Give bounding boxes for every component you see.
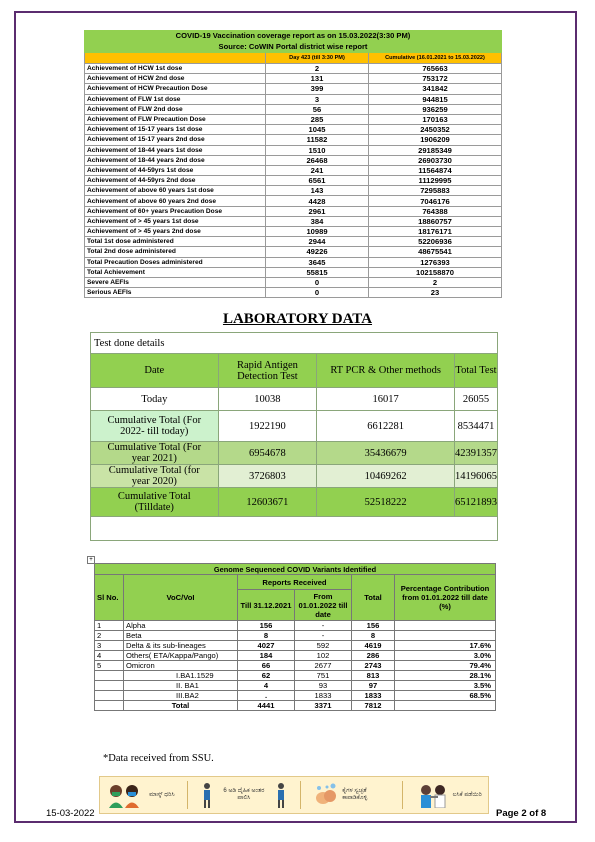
lab-rat-value: 6954678 <box>218 442 317 465</box>
vaccination-day-value: 1045 <box>266 125 369 135</box>
vaccination-cumulative-value: 944815 <box>369 94 502 104</box>
genome-pct-value <box>395 621 496 631</box>
vaccination-row <box>85 216 502 226</box>
vaccination-row <box>85 227 502 237</box>
genome-row <box>95 681 496 691</box>
lab-title: LABORATORY DATA <box>222 311 373 327</box>
lab-caption: Test done details <box>91 333 498 354</box>
vaccination-label: Achievement of FLW 2nd dose <box>85 104 266 114</box>
vaccination-cumulative-value: 2 <box>369 277 502 287</box>
vaccination-day-value: 56 <box>266 104 369 114</box>
vaccination-title: COVID-19 Vaccination coverage report as on 15.03.2022(3:30 PM) <box>85 31 502 42</box>
person-icon <box>274 782 288 808</box>
lab-empty-row <box>91 517 498 541</box>
genome-pct-value: 68.5% <box>395 691 496 701</box>
vaccination-cumulative-value: 23 <box>369 288 502 298</box>
vaccination-cumulative-value: 341842 <box>369 84 502 94</box>
vaccination-day-value: 4428 <box>266 196 369 206</box>
genome-table <box>94 563 496 711</box>
vaccination-cumulative-value: 18176171 <box>369 227 502 237</box>
banner-text-distance: 6 ಅಡಿ ದೈಹಿಕ ಅಂತರ ಪಾಲಿಸಿ <box>223 788 265 801</box>
genome-variant: Beta <box>124 631 238 641</box>
vaccination-label: Achievement of above 60 years 2nd dose <box>85 196 266 206</box>
vaccination-label: Severe AEFIs <box>85 277 266 287</box>
genome-from-value: 93 <box>295 681 352 691</box>
genome-variant: Delta & its sub-lineages <box>124 641 238 651</box>
genome-total-value: 286 <box>352 651 395 661</box>
vaccination-label: Achievement of 60+ years Precaution Dose <box>85 206 266 216</box>
banner-text-handwash: ಕೈಗಳ ಸ್ವಚ್ಛತೆ ಕಾಪಾಡಿಕೊಳ್ಳಿ <box>342 788 368 801</box>
genome-sl <box>95 691 124 701</box>
vaccination-day-value: 6561 <box>266 176 369 186</box>
banner-distance <box>200 782 288 808</box>
vaccination-label: Total 1st dose administered <box>85 237 266 247</box>
genome-till-value: 156 <box>238 621 295 631</box>
genome-pct-value: 17.6% <box>395 641 496 651</box>
genome-pct-value: 28.1% <box>395 671 496 681</box>
lab-header-total: Total Test <box>455 354 498 388</box>
vaccination-cumulative-value: 1276393 <box>369 257 502 267</box>
lab-rtpcr-value: 16017 <box>317 388 455 411</box>
vaccination-day-value: 2 <box>266 64 369 74</box>
expand-icon[interactable]: + <box>87 556 95 564</box>
vaccination-day-value: 399 <box>266 84 369 94</box>
lab-total-value: 8534471 <box>455 411 498 442</box>
header-blank <box>85 53 266 64</box>
vaccination-cumulative-value: 18860757 <box>369 216 502 226</box>
vaccination-row <box>85 64 502 74</box>
vaccination-row <box>85 267 502 277</box>
vaccination-cumulative-value: 2450352 <box>369 125 502 135</box>
vaccination-label: Achievement of 18-44 years 2nd dose <box>85 155 266 165</box>
vaccination-row <box>85 186 502 196</box>
lab-header-rat: Rapid Antigen Detection Test <box>218 354 317 388</box>
lab-row <box>91 411 498 442</box>
lab-total-value: 26055 <box>455 388 498 411</box>
genome-from-value: 1833 <box>295 691 352 701</box>
genome-row <box>95 641 496 651</box>
vaccination-cumulative-value: 26903730 <box>369 155 502 165</box>
vaccination-row <box>85 277 502 287</box>
lab-row <box>91 442 498 465</box>
vaccination-day-value: 2944 <box>266 237 369 247</box>
vaccination-label: Serious AEFIs <box>85 288 266 298</box>
genome-header-pct: Percentage Contribution from 01.01.2022 till date (%) <box>395 575 496 621</box>
lab-rtpcr-value: 52518222 <box>317 488 455 517</box>
genome-variant: Omicron <box>124 661 238 671</box>
genome-from-value: - <box>295 631 352 641</box>
lab-total-value: 42391357 <box>455 442 498 465</box>
genome-total-all: 7812 <box>352 701 395 711</box>
banner-mask <box>106 782 174 808</box>
lab-rtpcr-value: 35436679 <box>317 442 455 465</box>
genome-row <box>95 621 496 631</box>
genome-title: Genome Sequenced COVID Variants Identified <box>95 564 496 575</box>
genome-header-from: From 01.01.2022 till date <box>295 590 352 621</box>
genome-row <box>95 661 496 671</box>
genome-till-value: 184 <box>238 651 295 661</box>
vaccination-cumulative-value: 1906209 <box>369 135 502 145</box>
vaccination-cumulative-value: 764388 <box>369 206 502 216</box>
vaccination-row <box>85 74 502 84</box>
genome-total-row <box>95 701 496 711</box>
safety-banner <box>99 776 489 814</box>
genome-row <box>95 631 496 641</box>
vaccination-cumulative-value: 170163 <box>369 114 502 124</box>
genome-sl: 2 <box>95 631 124 641</box>
genome-sl: 3 <box>95 641 124 651</box>
lab-rtpcr-value: 6612281 <box>317 411 455 442</box>
banner-text-mask: ಮಾಸ್ಕ್ ಧರಿಸಿ <box>149 791 175 798</box>
genome-header-till: Till 31.12.2021 <box>238 590 295 621</box>
lab-row <box>91 488 498 517</box>
vaccination-row <box>85 257 502 267</box>
vaccination-cumulative-value: 7295883 <box>369 186 502 196</box>
vaccination-row <box>85 196 502 206</box>
vaccination-day-value: 2961 <box>266 206 369 216</box>
lab-row <box>91 465 498 488</box>
genome-from-value: 102 <box>295 651 352 661</box>
lab-date: Cumulative Total (for year 2020) <box>91 465 219 488</box>
lab-date: Today <box>91 388 219 411</box>
genome-variant: Others( ETA/Kappa/Pango) <box>124 651 238 661</box>
vaccination-label: Total Precaution Doses administered <box>85 257 266 267</box>
vaccination-table <box>84 30 502 298</box>
vaccination-label: Achievement of > 45 years 2nd dose <box>85 227 266 237</box>
vaccination-row <box>85 94 502 104</box>
genome-from-value: 2677 <box>295 661 352 671</box>
genome-total-label: Total <box>124 701 238 711</box>
banner-text-vaccine: ಲಸಿಕೆ ಪಡೆಯಿರಿ <box>452 791 482 798</box>
vaccination-row <box>85 125 502 135</box>
genome-total-value: 156 <box>352 621 395 631</box>
vaccination-cumulative-value: 11564874 <box>369 165 502 175</box>
lab-header-rtpcr: RT PCR & Other methods <box>317 354 455 388</box>
vaccination-label: Achievement of 15-17 years 2nd dose <box>85 135 266 145</box>
vaccination-label: Total Achievement <box>85 267 266 277</box>
footer-page-number: Page 2 of 8 <box>496 808 547 819</box>
genome-row <box>95 671 496 681</box>
vaccination-day-value: 131 <box>266 74 369 84</box>
vaccination-source: Source: CoWIN Portal district wise report <box>85 42 502 53</box>
vaccination-row <box>85 176 502 186</box>
vaccination-cumulative-value: 753172 <box>369 74 502 84</box>
lab-rtpcr-value: 10469262 <box>317 465 455 488</box>
genome-till-value: 66 <box>238 661 295 671</box>
genome-sl: 1 <box>95 621 124 631</box>
vaccination-cumulative-value: 29185349 <box>369 145 502 155</box>
vaccination-label: Achievement of HCW 2nd dose <box>85 74 266 84</box>
genome-total-till: 4441 <box>238 701 295 711</box>
genome-total-value: 1833 <box>352 691 395 701</box>
genome-pct-value: 3.5% <box>395 681 496 691</box>
genome-row <box>95 651 496 661</box>
lab-table <box>90 332 498 541</box>
vaccination-row <box>85 288 502 298</box>
lab-date: Cumulative Total (Tilldate) <box>91 488 219 517</box>
genome-till-value: 8 <box>238 631 295 641</box>
genome-from-value: 751 <box>295 671 352 681</box>
vaccination-day-value: 0 <box>266 288 369 298</box>
vaccination-day-value: 49226 <box>266 247 369 257</box>
vaccination-label: Achievement of > 45 years 1st dose <box>85 216 266 226</box>
footer-date: 15-03-2022 <box>46 808 95 819</box>
genome-from-value: - <box>295 621 352 631</box>
genome-till-value: . <box>238 691 295 701</box>
vaccination-row <box>85 104 502 114</box>
vaccination-row <box>85 114 502 124</box>
vaccination-day-value: 1510 <box>266 145 369 155</box>
banner-handwash <box>313 782 390 808</box>
vaccination-label: Achievement of 44-59yrs 1st dose <box>85 165 266 175</box>
vaccination-day-value: 10989 <box>266 227 369 237</box>
vaccination-label: Achievement of HCW 1st dose <box>85 64 266 74</box>
vaccination-label: Achievement of HCW Precaution Dose <box>85 84 266 94</box>
genome-total-value: 813 <box>352 671 395 681</box>
vaccination-row <box>85 165 502 175</box>
lab-total-value: 65121893 <box>455 488 498 517</box>
genome-sl: 5 <box>95 661 124 671</box>
lab-header-date: Date <box>91 354 219 388</box>
vaccination-day-value: 3 <box>266 94 369 104</box>
vaccination-label: Achievement of above 60 years 1st dose <box>85 186 266 196</box>
vaccination-label: Achievement of 15-17 years 1st dose <box>85 125 266 135</box>
genome-pct-value: 3.0% <box>395 651 496 661</box>
genome-total-from: 3371 <box>295 701 352 711</box>
vaccination-cumulative-value: 936259 <box>369 104 502 114</box>
genome-header-sl: Sl No. <box>95 575 124 621</box>
vaccination-icon <box>416 782 450 808</box>
vaccination-day-value: 143 <box>266 186 369 196</box>
genome-total-value: 4619 <box>352 641 395 651</box>
genome-till-value: 4027 <box>238 641 295 651</box>
genome-header-total: Total <box>352 575 395 621</box>
vaccination-label: Achievement of FLW Precaution Dose <box>85 114 266 124</box>
vaccination-day-value: 55815 <box>266 267 369 277</box>
vaccination-row <box>85 145 502 155</box>
lab-date: Cumulative Total (For 2022- till today) <box>91 411 219 442</box>
genome-variant: Alpha <box>124 621 238 631</box>
genome-total-value: 8 <box>352 631 395 641</box>
vaccination-row <box>85 84 502 94</box>
handwash-icon <box>313 782 339 808</box>
genome-variant: I.BA1.1529 <box>124 671 238 681</box>
genome-pct-value <box>395 631 496 641</box>
vaccination-cumulative-value: 52206936 <box>369 237 502 247</box>
mask-people-icon <box>106 782 146 808</box>
vaccination-day-value: 26468 <box>266 155 369 165</box>
lab-rat-value: 1922190 <box>218 411 317 442</box>
genome-variant: III.BA2 <box>124 691 238 701</box>
genome-till-value: 4 <box>238 681 295 691</box>
genome-total-value: 2743 <box>352 661 395 671</box>
vaccination-day-value: 241 <box>266 165 369 175</box>
vaccination-label: Total 2nd dose administered <box>85 247 266 257</box>
genome-till-value: 62 <box>238 671 295 681</box>
genome-sl <box>95 671 124 681</box>
genome-header-reports: Reports Received <box>238 575 352 590</box>
vaccination-row <box>85 237 502 247</box>
header-day: Day 423 (till 3:30 PM) <box>266 53 369 64</box>
vaccination-label: Achievement of 44-59yrs 2nd dose <box>85 176 266 186</box>
genome-header-voc: VoC/VoI <box>124 575 238 621</box>
vaccination-day-value: 11582 <box>266 135 369 145</box>
banner-vaccine <box>416 782 482 808</box>
vaccination-row <box>85 135 502 145</box>
vaccination-cumulative-value: 48675541 <box>369 247 502 257</box>
genome-sl: 4 <box>95 651 124 661</box>
vaccination-label: Achievement of FLW 1st dose <box>85 94 266 104</box>
lab-rat-value: 12603671 <box>218 488 317 517</box>
genome-pct-value: 79.4% <box>395 661 496 671</box>
vaccination-day-value: 0 <box>266 277 369 287</box>
vaccination-day-value: 3645 <box>266 257 369 267</box>
vaccination-cumulative-value: 11129995 <box>369 176 502 186</box>
genome-from-value: 592 <box>295 641 352 651</box>
header-cumulative: Cumulative (16.01.2021 to 15.03.2022) <box>369 53 502 64</box>
data-source-note: *Data received from SSU. <box>103 753 214 764</box>
genome-variant: II. BA1 <box>124 681 238 691</box>
vaccination-label: Achievement of 18-44 years 1st dose <box>85 145 266 155</box>
vaccination-cumulative-value: 765663 <box>369 64 502 74</box>
lab-rat-value: 10038 <box>218 388 317 411</box>
person-icon <box>200 782 214 808</box>
vaccination-day-value: 384 <box>266 216 369 226</box>
vaccination-row <box>85 155 502 165</box>
genome-sl <box>95 681 124 691</box>
vaccination-row <box>85 206 502 216</box>
vaccination-cumulative-value: 7046176 <box>369 196 502 206</box>
genome-total-value: 97 <box>352 681 395 691</box>
vaccination-cumulative-value: 102158870 <box>369 267 502 277</box>
genome-row <box>95 691 496 701</box>
lab-rat-value: 3726803 <box>218 465 317 488</box>
vaccination-day-value: 285 <box>266 114 369 124</box>
lab-total-value: 14196065 <box>455 465 498 488</box>
vaccination-row <box>85 247 502 257</box>
lab-row <box>91 388 498 411</box>
lab-date: Cumulative Total (For year 2021) <box>91 442 219 465</box>
